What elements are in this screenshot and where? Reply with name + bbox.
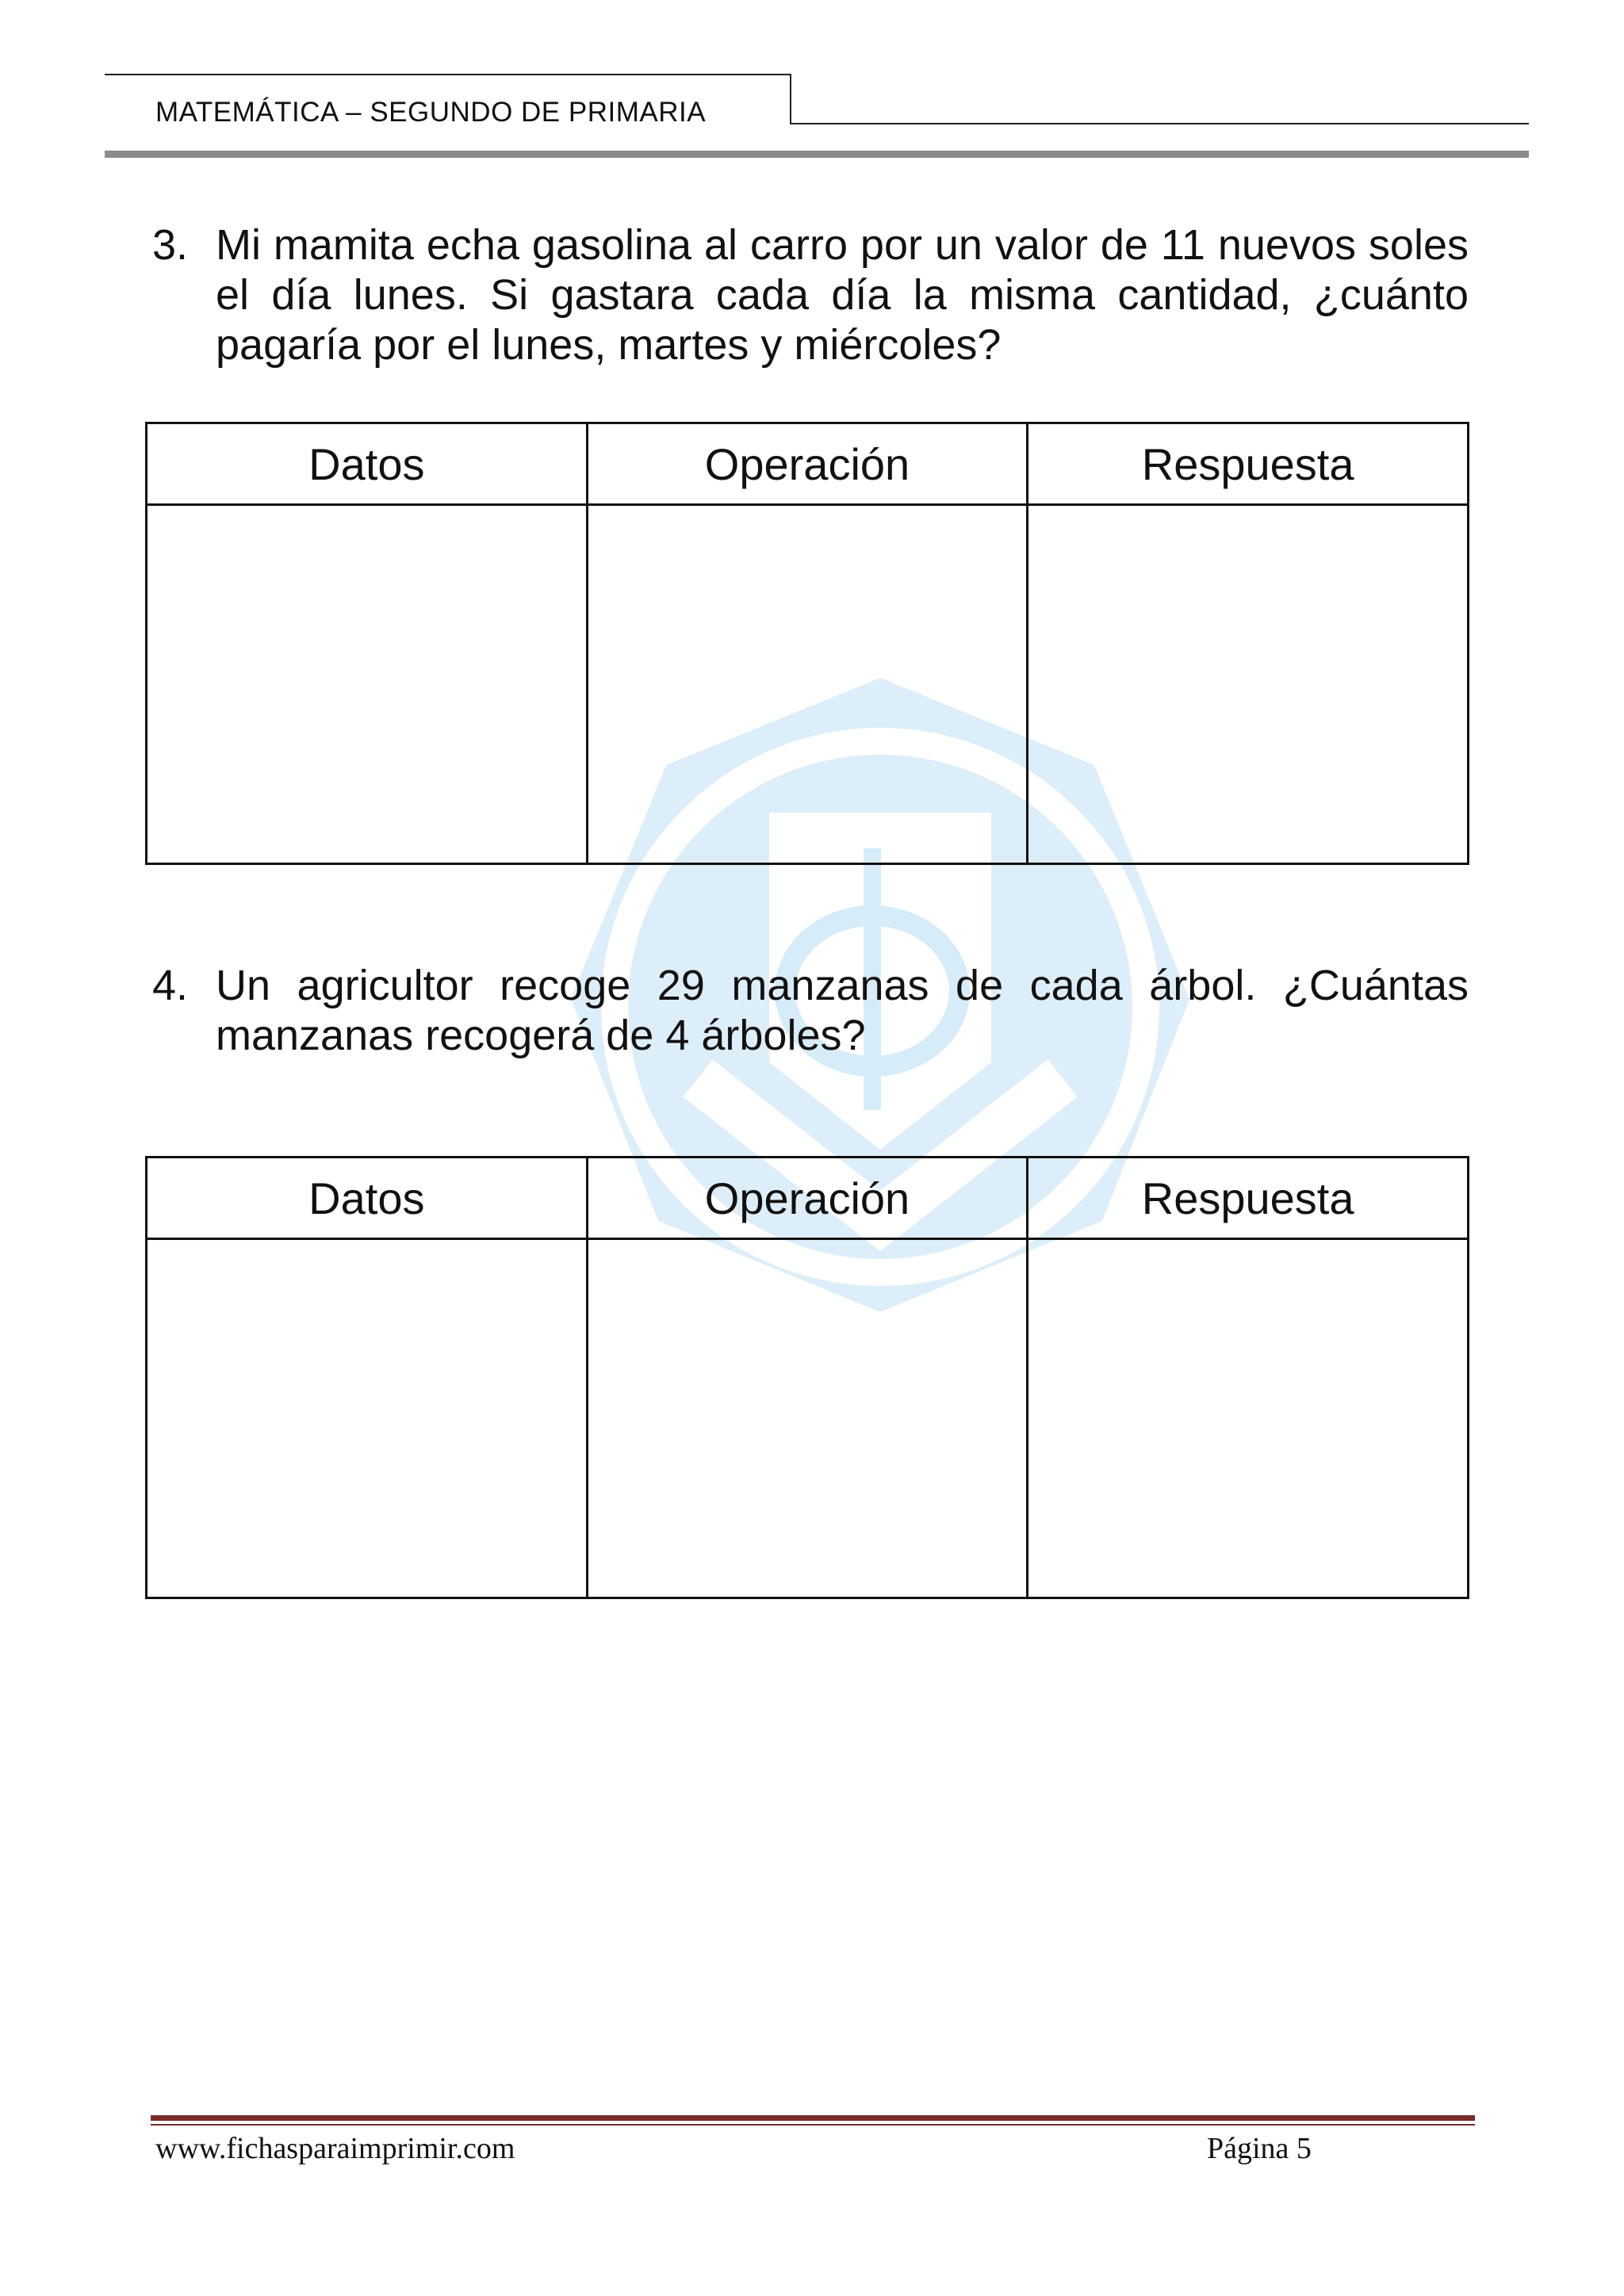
answer-cell-operacion[interactable]	[587, 505, 1028, 864]
footer-website: www.fichasparaimprimir.com	[155, 2132, 515, 2165]
table-answer-row	[147, 1239, 1469, 1598]
header-rule-thick	[105, 151, 1529, 158]
problem-text: Mi mamita echa gasolina al carro por un valor de 11 nuevos soles el día lunes. Si gastara cada día la misma cantidad, ¿cuánto pagaría por el lunes, martes y miércoles?	[216, 221, 1469, 369]
header-respuesta: Respuesta	[1028, 1158, 1469, 1239]
header-operacion: Operación	[587, 1158, 1028, 1239]
answer-cell-operacion[interactable]	[587, 1239, 1028, 1598]
answer-cell-datos[interactable]	[147, 1239, 588, 1598]
answer-cell-respuesta[interactable]	[1028, 1239, 1469, 1598]
footer-rule-thick	[151, 2115, 1475, 2121]
answer-table-4	[145, 1156, 1469, 1599]
answer-cell-respuesta[interactable]	[1028, 505, 1469, 864]
table-header-row	[147, 423, 1469, 505]
header-title: MATEMÁTICA – SEGUNDO DE PRIMARIA	[155, 97, 707, 128]
footer-page-number: Página 5	[1207, 2132, 1312, 2165]
problem-3	[152, 220, 1469, 370]
header-operacion: Operación	[587, 423, 1028, 505]
answer-cell-datos[interactable]	[147, 505, 588, 864]
table-header-row	[147, 1158, 1469, 1239]
header-datos: Datos	[147, 1158, 588, 1239]
problem-number: 4.	[152, 962, 189, 1009]
problem-text: Un agricultor recoge 29 manzanas de cada árbol. ¿Cuántas manzanas recogerá de 4 árboles?	[216, 962, 1469, 1059]
problem-4	[152, 961, 1469, 1061]
problem-number: 3.	[152, 221, 189, 269]
header-respuesta: Respuesta	[1028, 423, 1469, 505]
table-answer-row	[147, 505, 1469, 864]
answer-table-3	[145, 422, 1469, 865]
header-datos: Datos	[147, 423, 588, 505]
footer-rule-thin	[151, 2124, 1475, 2126]
header-rule-thin	[791, 123, 1529, 124]
